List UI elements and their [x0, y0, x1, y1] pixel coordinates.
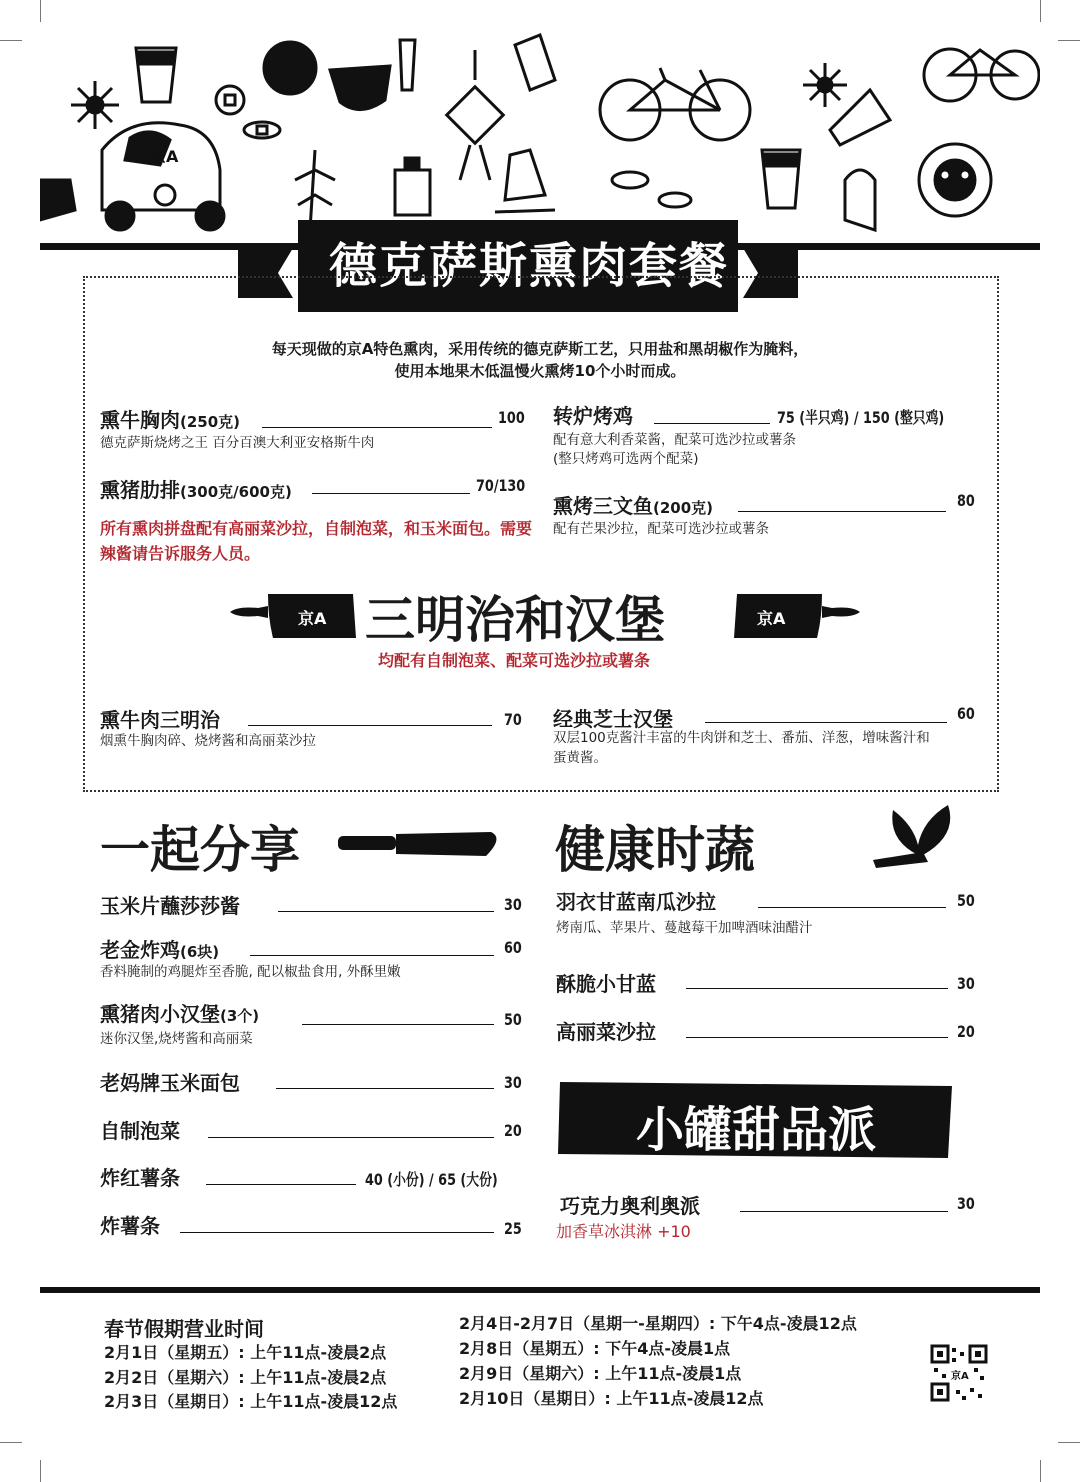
page-title: 德克萨斯熏肉套餐 [328, 238, 729, 294]
dessert-item-price: 30 [957, 1194, 975, 1213]
price: 20 [957, 1022, 975, 1041]
cleaver-icon [228, 588, 368, 644]
shoe-icon [40, 180, 75, 220]
leader-line [250, 955, 494, 956]
brisket-price: 100 [498, 408, 525, 427]
crop-mark [1040, 1460, 1041, 1482]
list-item: 炸红薯条 [100, 1166, 180, 1190]
bottle-icon [515, 35, 555, 90]
qr-code-icon[interactable] [930, 1344, 988, 1402]
ice-skate-icon [505, 150, 545, 200]
leader-line [208, 1137, 494, 1138]
item-desc: 烤南瓜、苹果片、蔓越莓干加啤酒味油醋汁 [556, 920, 813, 936]
leader-line [654, 423, 770, 424]
list-item: 炸薯条 [100, 1214, 160, 1238]
leader-line [262, 427, 492, 428]
price: 40 (小份) / 65 (大份) [365, 1170, 498, 1189]
intro-line-2: 使用本地果木低温慢火熏烤10个小时而成。 [394, 362, 686, 380]
hours-line: 2月1日（星期五）: 上午11点-凌晨2点 [104, 1343, 387, 1362]
beer-glass-icon [762, 150, 800, 208]
cleaver-label: 京A [757, 609, 786, 628]
salmon-desc: 配有芒果沙拉，配菜可选沙拉或薯条 [553, 521, 769, 537]
brisket-desc: 德克萨斯烧烤之王 百分百澳大利亚安格斯牛肉 [100, 435, 375, 451]
leader-line [705, 722, 947, 723]
bbq-note: 所有熏肉拼盘配有高丽菜沙拉，自制泡菜，和玉米面包。需要辣酱请告诉服务人员。 [100, 519, 533, 563]
brisket-name: 熏牛胸肉(250克) [100, 408, 241, 432]
chicken-price: 75 (半只鸡) / 150 (整只鸡) [777, 408, 945, 427]
chicken-desc-1: 配有意大利香菜酱，配菜可选沙拉或薯条 [553, 432, 796, 448]
bun-icon [264, 42, 316, 94]
underwear-icon [330, 66, 390, 110]
list-item: 玉米片蘸莎莎酱 [100, 894, 240, 918]
salmon-name: 熏烤三文鱼(200克) [553, 494, 714, 518]
list-item: 自制泡菜 [100, 1119, 180, 1143]
qr-label: 京A [951, 1371, 969, 1382]
leader-line [276, 1088, 494, 1089]
snowflake-icon [71, 81, 119, 129]
veg-title: 健康时蔬 [555, 821, 755, 879]
doodle-illustrations [40, 30, 1040, 245]
beer-glass-icon [136, 48, 176, 102]
hours-title: 春节假期营业时间 [104, 1317, 264, 1341]
salmon-price: 80 [957, 491, 975, 510]
crop-mark [40, 0, 41, 22]
hours-line: 2月9日（星期六）: 上午11点-凌晨1点 [459, 1364, 742, 1383]
leader-line [686, 1037, 948, 1038]
knife-icon [336, 826, 506, 866]
dessert-addon: 加香草冰淇淋 +10 [556, 1222, 691, 1241]
tea-bottle-icon [845, 170, 875, 230]
leader-line [758, 907, 946, 908]
crop-mark [0, 1442, 22, 1443]
bicycle-icon [924, 49, 1039, 101]
chicken-desc-2: (整只烤鸡可选两个配菜) [553, 451, 699, 467]
leader-line [312, 493, 470, 494]
leader-line [180, 1232, 494, 1233]
price: 30 [504, 895, 522, 914]
hours-line: 2月8日（星期五）: 下午4点-凌晨1点 [459, 1339, 731, 1358]
crop-mark [0, 40, 22, 41]
hours-line: 2月10日（星期日）: 上午11点-凌晨12点 [459, 1389, 764, 1408]
hours-line: 2月4日-2月7日（星期一-星期四）: 下午4点-凌晨12点 [459, 1314, 857, 1333]
list-item: 高丽菜沙拉 [556, 1020, 656, 1044]
dessert-item-name: 巧克力奥利奥派 [560, 1194, 700, 1218]
leader-line [278, 911, 494, 912]
cleaver-icon [722, 588, 862, 644]
leader-line [738, 511, 946, 512]
leader-line [686, 988, 948, 989]
price: 20 [504, 1121, 522, 1140]
leader-line [206, 1184, 356, 1185]
price: 50 [957, 891, 975, 910]
sandwich-subtitle: 均配有自制泡菜、配菜可选沙拉或薯条 [378, 651, 651, 670]
crop-mark [1040, 0, 1041, 22]
bicycle-icon [600, 68, 750, 140]
coins-icon [216, 86, 691, 207]
burger-name: 经典芝士汉堡 [553, 707, 673, 731]
tool-icon [400, 40, 415, 90]
flask-icon [395, 170, 430, 215]
lion-head-icon [919, 144, 991, 216]
beef-sandwich-desc: 烟熏牛胸肉碎、烧烤酱和高丽菜沙拉 [100, 733, 316, 749]
item-desc: 香料腌制的鸡腿炸至香脆, 配以椒盐食用, 外酥里嫩 [100, 964, 401, 980]
ribs-price: 70/130 [476, 476, 526, 495]
leader-line [740, 1211, 948, 1212]
beef-sandwich-name: 熏牛肉三明治 [100, 708, 220, 732]
crop-mark [1058, 1442, 1080, 1443]
tuk-tuk-icon [102, 123, 224, 230]
chinese-knot-icon [447, 50, 504, 180]
beef-sandwich-price: 70 [504, 710, 522, 729]
ribs-name: 熏猪肋排(300克/600克) [100, 478, 292, 502]
share-title: 一起分享 [100, 821, 300, 879]
list-item: 羽衣甘蓝南瓜沙拉 [556, 890, 716, 914]
price: 30 [957, 974, 975, 993]
greens-icon [868, 800, 968, 872]
hours-line: 2月3日（星期日）: 上午11点-凌晨12点 [104, 1392, 398, 1411]
list-item: 酥脆小甘蓝 [556, 972, 656, 996]
crop-mark [40, 1460, 41, 1482]
leader-line [302, 1024, 494, 1025]
price: 50 [504, 1010, 522, 1029]
crop-mark [1058, 40, 1080, 41]
dessert-title: 小罐甜品派 [635, 1102, 876, 1158]
chicken-name: 转炉烤鸡 [553, 404, 633, 428]
leader-line [248, 725, 492, 726]
list-item: 老妈牌玉米面包 [100, 1071, 240, 1095]
list-item: 老金炸鸡(6块) [100, 938, 220, 962]
footer-rule [40, 1287, 1040, 1293]
cleaver-label: 京A [298, 609, 327, 628]
price: 30 [504, 1073, 522, 1092]
intro-line-1: 每天现做的京A特色熏肉，采用传统的德克萨斯工艺，只用盐和黑胡椒作为腌料， [271, 340, 809, 358]
price: 25 [504, 1219, 522, 1238]
tuk-tuk-label: 京A [150, 147, 179, 166]
price: 60 [504, 938, 522, 957]
burger-price: 60 [957, 704, 975, 723]
hours-line: 2月2日（星期六）: 上午11点-凌晨2点 [104, 1368, 387, 1387]
list-item: 熏猪肉小汉堡(3个) [100, 1002, 260, 1026]
item-desc: 迷你汉堡,烧烤酱和高丽菜 [100, 1031, 253, 1047]
snowflake-icon [803, 63, 847, 107]
sandwich-title: 三明治和汉堡 [365, 591, 665, 649]
burger-desc: 双层100克酱汁丰富的牛肉饼和芝士、番茄、洋葱，增味酱汁和蛋黄酱。 [553, 730, 930, 766]
